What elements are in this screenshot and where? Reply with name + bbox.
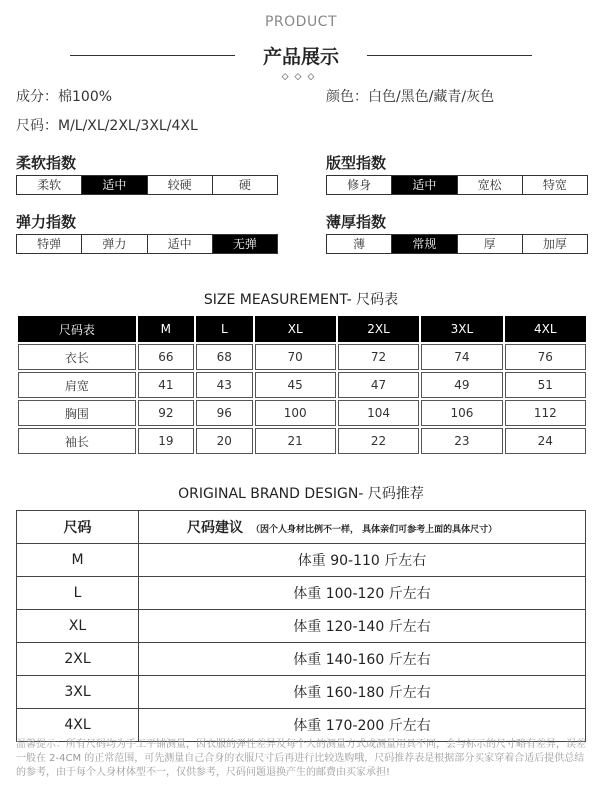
recommendation-weight: 体重 90-110 斤左右 [139, 544, 586, 577]
recommendation-header-advice [139, 511, 586, 544]
softness-option: 较硬 [147, 176, 212, 194]
footer-label: 温馨提示： [16, 739, 66, 750]
thickness-option: 厚 [457, 235, 522, 253]
fit-option: 特宽 [522, 176, 587, 194]
measurement-header-cell: XL [255, 316, 336, 342]
recommendation-title: ORIGINAL BRAND DESIGN- 尺码推荐 [178, 486, 424, 502]
elasticity-option: 适中 [147, 235, 212, 253]
table-cell: 43 [196, 372, 252, 398]
softness-option: 柔软 [37, 178, 62, 192]
composition-info: 成分：棉100% [16, 89, 113, 105]
table-cell: 袖长 [18, 428, 136, 454]
advice-note: （因个人身材比例不一样， 具体亲们可参考上面的具体尺寸） [251, 525, 498, 535]
table-cell: 106 [421, 400, 502, 426]
thickness-option-selected: 常规 [391, 235, 456, 253]
table-cell: 92 [138, 400, 194, 426]
table-cell: 96 [196, 400, 252, 426]
measurement-header-cell: 4XL [505, 316, 586, 342]
fit-option: 宽松 [457, 176, 522, 194]
table-cell: 24 [505, 428, 586, 454]
softness-index-bar [16, 175, 278, 195]
recommendation-size: L [17, 577, 139, 610]
table-cell: 胸围 [18, 400, 136, 426]
elasticity-option: 特弹 [37, 237, 62, 251]
fit-option: 修身 [347, 178, 372, 192]
sizes-info: 尺码：M/L/XL/2XL/3XL/4XL [16, 118, 198, 134]
recommendation-size: 3XL [17, 676, 139, 709]
recommendation-weight: 体重 160-180 斤左右 [139, 676, 586, 709]
measurement-header-cell: 2XL [338, 316, 419, 342]
table-cell: 76 [505, 344, 586, 370]
table-cell: 45 [255, 372, 336, 398]
table-row [18, 344, 586, 370]
elasticity-index-bar [16, 234, 278, 254]
recommendation-weight: 体重 140-160 斤左右 [139, 643, 586, 676]
table-row [17, 676, 586, 709]
table-cell: 衣长 [18, 344, 136, 370]
fit-option-selected: 适中 [391, 176, 456, 194]
softness-index-title: 柔软指数 [16, 154, 77, 172]
table-cell: 19 [138, 428, 194, 454]
recommendation-size: M [17, 544, 139, 577]
recommendation-size: 2XL [17, 643, 139, 676]
table-cell: 100 [255, 400, 336, 426]
recommendation-size: 4XL [17, 709, 139, 742]
table-cell: 41 [138, 372, 194, 398]
recommendation-weight: 体重 120-140 斤左右 [139, 610, 586, 643]
thickness-index-bar [326, 234, 588, 254]
table-row [17, 544, 586, 577]
measurement-header-cell: L [196, 316, 252, 342]
table-cell: 21 [255, 428, 336, 454]
fit-index-bar [326, 175, 588, 195]
header-title-cn: 产品展示 [262, 46, 339, 68]
softness-option: 硬 [212, 176, 277, 194]
thickness-option: 加厚 [522, 235, 587, 253]
table-row [18, 372, 586, 398]
colors-info: 颜色：白色/黑色/藏青/灰色 [326, 89, 495, 105]
table-cell: 22 [338, 428, 419, 454]
recommendation-header-size: 尺码 [17, 511, 139, 544]
elasticity-index-title: 弹力指数 [16, 213, 77, 231]
recommendation-table [16, 510, 586, 742]
table-row [17, 643, 586, 676]
diamond-ornament: ◇◇◇ [281, 72, 321, 82]
thickness-index-title: 薄厚指数 [326, 213, 387, 231]
table-cell: 72 [338, 344, 419, 370]
measurement-header-cell: M [138, 316, 194, 342]
recommendation-header-row [17, 511, 586, 544]
header-line-right [367, 55, 532, 56]
table-cell: 68 [196, 344, 252, 370]
table-row [17, 577, 586, 610]
measurement-title: SIZE MEASUREMENT- 尺码表 [203, 292, 399, 308]
advice-label: 尺码建议 [187, 520, 243, 536]
elasticity-option: 弹力 [81, 235, 146, 253]
header-title-en: PRODUCT [264, 14, 338, 30]
footer-notice [16, 738, 588, 780]
table-cell: 23 [421, 428, 502, 454]
recommendation-weight: 体重 100-120 斤左右 [139, 577, 586, 610]
table-cell: 70 [255, 344, 336, 370]
measurement-header-cell: 尺码表 [18, 316, 136, 342]
elasticity-option-selected: 无弹 [212, 235, 277, 253]
recommendation-weight: 体重 170-200 斤左右 [139, 709, 586, 742]
measurement-header-row [18, 316, 586, 342]
recommendation-size: XL [17, 610, 139, 643]
table-cell: 肩宽 [18, 372, 136, 398]
table-row [17, 610, 586, 643]
table-cell: 66 [138, 344, 194, 370]
table-cell: 104 [338, 400, 419, 426]
softness-option-selected: 适中 [81, 176, 146, 194]
fit-index-title: 版型指数 [326, 154, 387, 172]
table-cell: 20 [196, 428, 252, 454]
table-row [18, 400, 586, 426]
table-cell: 74 [421, 344, 502, 370]
table-row [17, 709, 586, 742]
table-cell: 49 [421, 372, 502, 398]
footer-text: 所有尺码均为手工平铺测量，因衣服的弹性差异及每个人的测量方式或测量用具不同，会与标示的尺寸略有差异，误差一般在 2-4CM 的正常范围，可先测量自己合身的衣服尺寸后再进行比较选购哦，尺码推荐表是根据部分买家穿着合适后提供总结的参考，由于每个人身材体型不一，仅供参考，尺码问题退换产生的邮费由买家承担! [16, 739, 586, 778]
table-cell: 51 [505, 372, 586, 398]
table-cell: 112 [505, 400, 586, 426]
table-row [18, 428, 586, 454]
measurement-table [16, 314, 588, 456]
measurement-header-cell: 3XL [421, 316, 502, 342]
thickness-option: 薄 [353, 237, 366, 251]
table-cell: 47 [338, 372, 419, 398]
